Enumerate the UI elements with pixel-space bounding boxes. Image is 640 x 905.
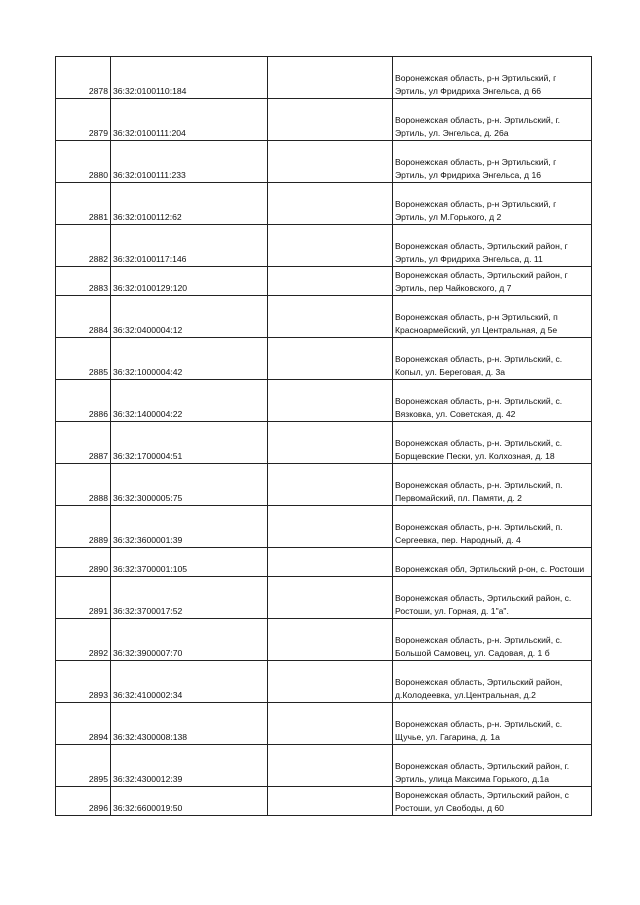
empty-cell bbox=[268, 548, 393, 577]
table-row bbox=[56, 183, 592, 225]
address-cell: Воронежская область, р-н. Эртильский, с. Вязковка, ул. Советская, д. 42 bbox=[393, 380, 592, 422]
empty-cell bbox=[268, 422, 393, 464]
empty-cell bbox=[268, 745, 393, 787]
table-row bbox=[56, 57, 592, 99]
empty-cell bbox=[268, 99, 393, 141]
address-cell: Воронежская область, р-н. Эртильский, п. Первомайский, пл. Памяти, д. 2 bbox=[393, 464, 592, 506]
cadastral-number: 36:32:0100111:204 bbox=[111, 99, 268, 141]
cadastral-number: 36:32:3600001:39 bbox=[111, 506, 268, 548]
table-row bbox=[56, 225, 592, 267]
address-cell: Воронежская область, Эртильский район, г Эртиль, пер Чайковского, д 7 bbox=[393, 267, 592, 296]
cadastral-number: 36:32:4100002:34 bbox=[111, 661, 268, 703]
row-number: 2886 bbox=[56, 380, 111, 422]
address-cell: Воронежская область, р-н Эртильский, п Красноармейский, ул Центральная, д 5е bbox=[393, 296, 592, 338]
row-number: 2895 bbox=[56, 745, 111, 787]
row-number: 2891 bbox=[56, 577, 111, 619]
row-number: 2890 bbox=[56, 548, 111, 577]
empty-cell bbox=[268, 703, 393, 745]
table-row bbox=[56, 661, 592, 703]
address-cell: Воронежская область, р-н. Эртильский, с. Щучье, ул. Гагарина, д. 1а bbox=[393, 703, 592, 745]
table-row bbox=[56, 464, 592, 506]
property-table bbox=[55, 56, 592, 816]
table-body bbox=[56, 57, 592, 816]
row-number: 2894 bbox=[56, 703, 111, 745]
cadastral-number: 36:32:0400004:12 bbox=[111, 296, 268, 338]
cadastral-number: 36:32:0100111:233 bbox=[111, 141, 268, 183]
row-number: 2885 bbox=[56, 338, 111, 380]
table-row bbox=[56, 703, 592, 745]
empty-cell bbox=[268, 57, 393, 99]
address-cell: Воронежская область, р-н Эртильский, г Эртиль, ул Фридриха Энгельса, д 16 bbox=[393, 141, 592, 183]
row-number: 2879 bbox=[56, 99, 111, 141]
table-row bbox=[56, 141, 592, 183]
cadastral-number: 36:32:0100110:184 bbox=[111, 57, 268, 99]
row-number: 2880 bbox=[56, 141, 111, 183]
address-cell: Воронежская область, Эртильский район, д.Колодеевка, ул.Центральная, д.2 bbox=[393, 661, 592, 703]
cadastral-number: 36:32:0100117:146 bbox=[111, 225, 268, 267]
row-number: 2878 bbox=[56, 57, 111, 99]
table-row bbox=[56, 577, 592, 619]
row-number: 2893 bbox=[56, 661, 111, 703]
cadastral-number: 36:32:0100129:120 bbox=[111, 267, 268, 296]
table-row bbox=[56, 99, 592, 141]
empty-cell bbox=[268, 380, 393, 422]
document-page bbox=[55, 56, 583, 816]
row-number: 2881 bbox=[56, 183, 111, 225]
cadastral-number: 36:32:6600019:50 bbox=[111, 787, 268, 816]
cadastral-number: 36:32:0100112:62 bbox=[111, 183, 268, 225]
table-row bbox=[56, 296, 592, 338]
table-row bbox=[56, 267, 592, 296]
empty-cell bbox=[268, 183, 393, 225]
address-cell: Воронежская область, Эртильский район, г. Эртиль, улица Максима Горького, д.1а bbox=[393, 745, 592, 787]
address-cell: Воронежская область, Эртильский район, с. Ростоши, ул. Горная, д. 1"а". bbox=[393, 577, 592, 619]
row-number: 2884 bbox=[56, 296, 111, 338]
address-cell: Воронежская обл, Эртильский р-он, с. Ростоши bbox=[393, 548, 592, 577]
empty-cell bbox=[268, 267, 393, 296]
empty-cell bbox=[268, 577, 393, 619]
address-cell: Воронежская область, р-н. Эртильский, с. Копыл, ул. Береговая, д. 3а bbox=[393, 338, 592, 380]
cadastral-number: 36:32:3700001:105 bbox=[111, 548, 268, 577]
table-row bbox=[56, 619, 592, 661]
cadastral-number: 36:32:3700017:52 bbox=[111, 577, 268, 619]
empty-cell bbox=[268, 787, 393, 816]
empty-cell bbox=[268, 338, 393, 380]
table-row bbox=[56, 548, 592, 577]
row-number: 2887 bbox=[56, 422, 111, 464]
cadastral-number: 36:32:4300012:39 bbox=[111, 745, 268, 787]
address-cell: Воронежская область, р-н. Эртильский, г. Эртиль, ул. Энгельса, д. 26а bbox=[393, 99, 592, 141]
address-cell: Воронежская область, р-н. Эртильский, с. Большой Самовец, ул. Садовая, д. 1 б bbox=[393, 619, 592, 661]
cadastral-number: 36:32:3000005:75 bbox=[111, 464, 268, 506]
row-number: 2888 bbox=[56, 464, 111, 506]
table-row bbox=[56, 338, 592, 380]
table-row bbox=[56, 745, 592, 787]
empty-cell bbox=[268, 506, 393, 548]
cadastral-number: 36:32:1000004:42 bbox=[111, 338, 268, 380]
empty-cell bbox=[268, 464, 393, 506]
address-cell: Воронежская область, р-н. Эртильский, с. Борщевские Пески, ул. Колхозная, д. 18 bbox=[393, 422, 592, 464]
row-number: 2896 bbox=[56, 787, 111, 816]
cadastral-number: 36:32:3900007:70 bbox=[111, 619, 268, 661]
address-cell: Воронежская область, Эртильский район, г Эртиль, ул Фридриха Энгельса, д. 11 bbox=[393, 225, 592, 267]
table-row bbox=[56, 380, 592, 422]
empty-cell bbox=[268, 141, 393, 183]
empty-cell bbox=[268, 296, 393, 338]
table-row bbox=[56, 787, 592, 816]
table-row bbox=[56, 422, 592, 464]
empty-cell bbox=[268, 225, 393, 267]
cadastral-number: 36:32:1400004:22 bbox=[111, 380, 268, 422]
row-number: 2883 bbox=[56, 267, 111, 296]
cadastral-number: 36:32:1700004:51 bbox=[111, 422, 268, 464]
table-row bbox=[56, 506, 592, 548]
row-number: 2889 bbox=[56, 506, 111, 548]
address-cell: Воронежская область, р-н Эртильский, г Эртиль, ул Фридриха Энгельса, д 66 bbox=[393, 57, 592, 99]
empty-cell bbox=[268, 619, 393, 661]
row-number: 2882 bbox=[56, 225, 111, 267]
cadastral-number: 36:32:4300008:138 bbox=[111, 703, 268, 745]
address-cell: Воронежская область, р-н. Эртильский, п. Сергеевка, пер. Народный, д. 4 bbox=[393, 506, 592, 548]
address-cell: Воронежская область, Эртильский район, с Ростоши, ул Свободы, д 60 bbox=[393, 787, 592, 816]
empty-cell bbox=[268, 661, 393, 703]
row-number: 2892 bbox=[56, 619, 111, 661]
address-cell: Воронежская область, р-н Эртильский, г Эртиль, ул М.Горького, д 2 bbox=[393, 183, 592, 225]
